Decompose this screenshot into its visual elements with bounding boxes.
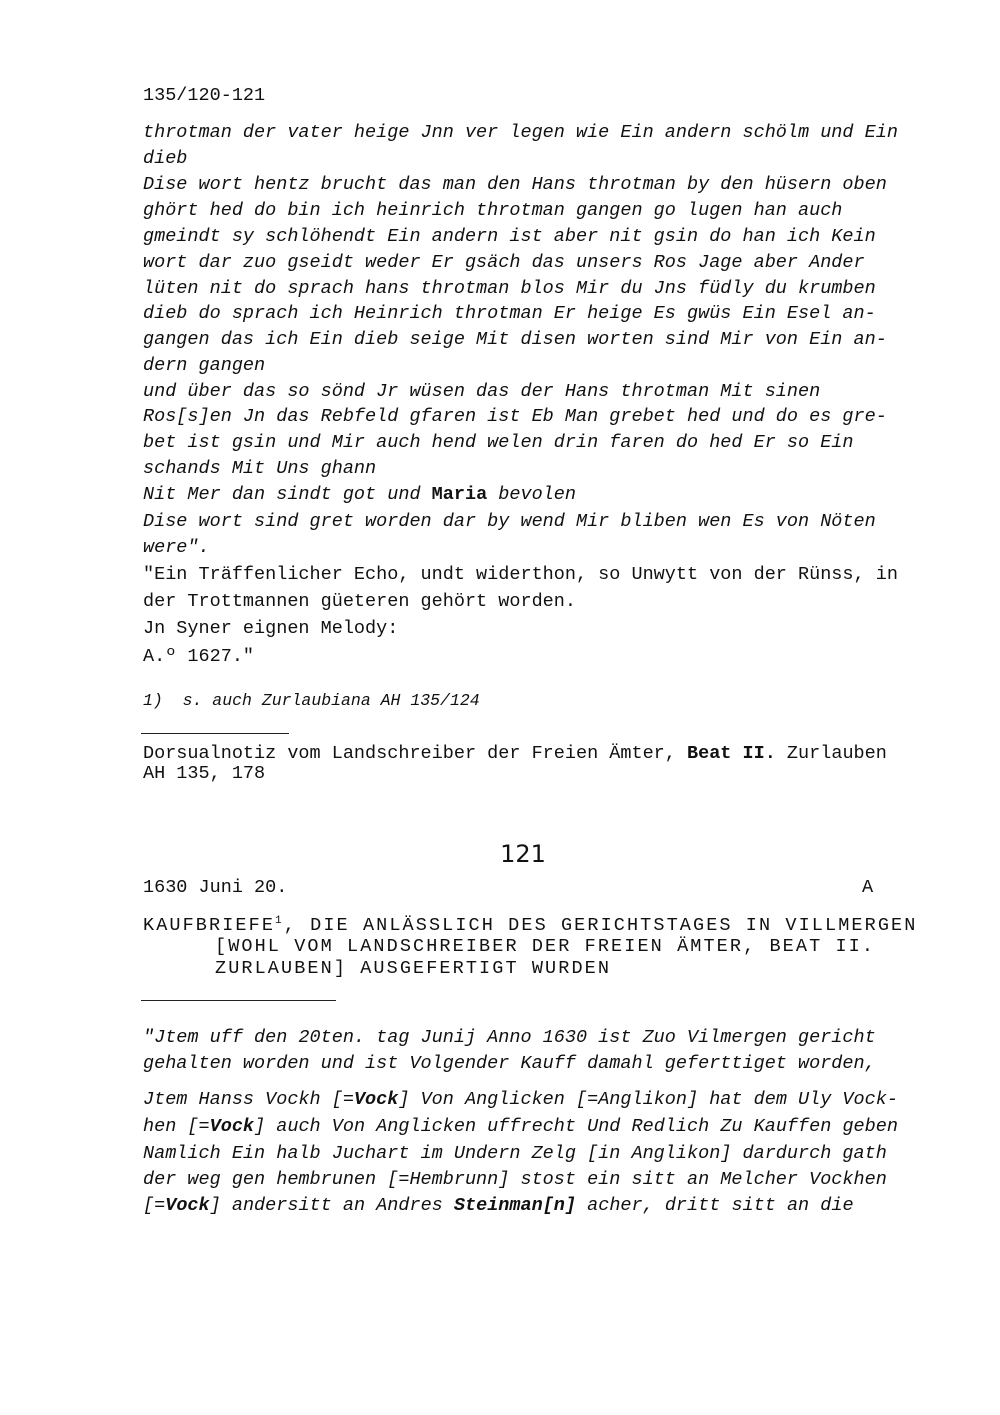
text: ] Von Anglicken [=Anglikon] hat dem Uly Vock- <box>398 1089 898 1110</box>
text-line: throtman der vater heige Jnn ver legen wie Ein andern schölm und Ein <box>143 122 898 143</box>
text-line: dieb do sprach ich Heinrich throtman Er heige Es gwüs Ein Esel an- <box>143 303 876 324</box>
text-line: dern gangen <box>143 355 266 376</box>
text-line: AH 135, 178 <box>143 763 266 784</box>
bold-name: Vock <box>353 1089 399 1110</box>
text-line <box>143 1116 898 1138</box>
text: acher, dritt sitt an die <box>576 1195 854 1216</box>
bold-name: Maria <box>431 484 488 505</box>
footnote: 1) s. auch Zurlaubiana AH 135/124 <box>143 691 480 710</box>
text: KAUFBRIEFE <box>143 915 276 936</box>
text: , DIE ANLÄSSLICH DES GERICHTSTAGES IN VILLMERGEN <box>283 915 918 936</box>
bold-name: Beat II. <box>687 743 776 764</box>
text: Dorsualnotiz vom Landschreiber der Freien Ämter, <box>143 743 687 764</box>
text-line: lüten nit do sprach hans throtman blos Mir du Jns füdly du krumben <box>143 278 876 299</box>
text-line: Dise wort sind gret worden dar by wend Mir bliben wen Es von Nöten <box>143 511 876 532</box>
text-line: gmeindt sy schlöhendt Ein andern ist aber nit gsin do han ich Kein <box>143 226 876 247</box>
text-line: ZURLAUBEN] AUSGEFERTIGT WURDEN <box>215 958 612 979</box>
text: Jtem Hanss Vockh [= <box>143 1089 354 1110</box>
divider <box>141 1000 336 1001</box>
text-line <box>143 1195 854 1217</box>
bold-name: Vock <box>209 1116 255 1137</box>
text-line: Jn Syner eignen Melody: <box>143 618 399 639</box>
text-line: bet ist gsin und Mir auch hend welen drin faren do hed Er so Ein <box>143 432 854 453</box>
text-line <box>143 1089 898 1111</box>
document-number: 121 <box>500 840 546 868</box>
text-line: "Jtem uff den 20ten. tag Junij Anno 1630 ist Zuo Vilmergen gericht <box>143 1027 876 1048</box>
bold-name: Vock <box>165 1195 210 1216</box>
document-date: 1630 Juni 20. <box>143 877 288 898</box>
text-line: Ros[s]en Jn das Rebfeld gfaren ist Eb Man grebet hed und do es gre- <box>143 406 887 427</box>
text-line: A.º 1627." <box>143 646 255 667</box>
text-line: der weg gen hembrunen [=Hembrunn] stost ein sitt an Melcher Vockhen <box>143 1169 887 1190</box>
text-line: dieb <box>143 148 188 169</box>
text: [= <box>143 1195 166 1216</box>
divider <box>141 733 289 734</box>
text-line: Namlich Ein halb Juchart im Undern Zelg [in Anglikon] dardurch gath <box>143 1143 887 1164</box>
text: ] auch Von Anglicken uffrecht Und Redlich Zu Kauffen geben <box>254 1116 898 1137</box>
text-line: "Ein Träffenlicher Echo, undt widerthon, so Unwytt von der Rünss, in <box>143 564 898 585</box>
text-line: gehalten worden und ist Volgender Kauff damahl geferttiget worden, <box>143 1053 876 1074</box>
document-marker: A <box>862 877 874 898</box>
text-line: und über das so sönd Jr wüsen das der Hans throtman Mit sinen <box>143 381 821 402</box>
page-header: 135/120-121 <box>143 85 266 106</box>
text: Nit Mer dan sindt got und <box>143 484 432 505</box>
bold-name: Steinman[n] <box>453 1195 577 1216</box>
text: hen [= <box>143 1116 210 1137</box>
text-line <box>143 484 576 506</box>
text: Zurlauben <box>775 743 887 764</box>
text-line: Dise wort hentz brucht das man den Hans throtman by den hüsern oben <box>143 174 887 195</box>
text-line: wort dar zuo gseidt weder Er gsäch das unsers Ros Jage aber Ander <box>143 252 865 273</box>
text-line: gangen das ich Ein dieb seige Mit disen worten sind Mir von Ein an- <box>143 329 887 350</box>
text-line: schands Mit Uns ghann <box>143 458 377 479</box>
text-line: [WOHL VOM LANDSCHREIBER DER FREIEN ÄMTER, BEAT II. <box>215 936 876 957</box>
text: bevolen <box>487 484 576 505</box>
text: ] andersitt an Andres <box>209 1195 454 1216</box>
text-line: der Trottmannen güeteren gehört worden. <box>143 591 576 612</box>
footnote-ref: 1 <box>275 915 284 927</box>
text-line: ghört hed do bin ich heinrich throtman gangen go lugen han auch <box>143 200 843 221</box>
text-line: were". <box>143 537 210 558</box>
